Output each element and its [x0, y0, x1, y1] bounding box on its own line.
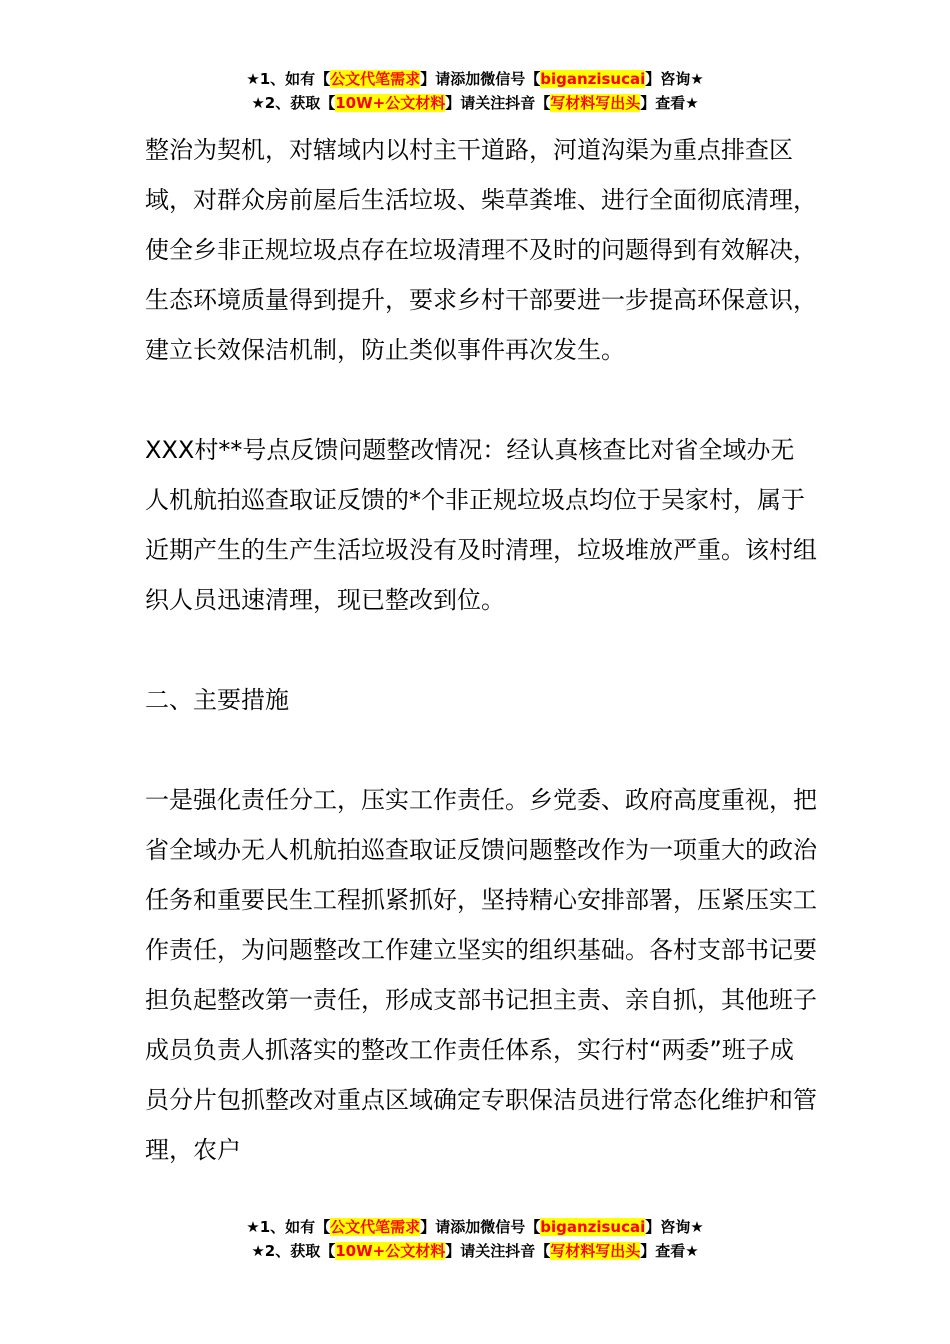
banner-highlight-douyin: 写材料写出头 — [550, 94, 641, 112]
banner-highlight-service: 公文代笔需求 — [330, 70, 421, 88]
paragraph-village-feedback: XXX村**号点反馈问题整改情况：经认真核查比对省全域办无人机航拍巡查取证反馈的*个非正规垃圾点均位于吴家村，属于近期产生的生产生活垃圾没有及时清理，垃圾堆放严重。该村组织人员迅速清理，现已整改到位。 — [145, 436, 817, 614]
banner-line-2-prefix: ★2、获取【 — [251, 94, 336, 112]
header-banner — [0, 67, 950, 115]
banner-line-2 — [0, 91, 950, 115]
footer-highlight-materials: 10W+公文材料 — [335, 1242, 446, 1260]
footer-highlight-douyin: 写材料写出头 — [550, 1242, 641, 1260]
banner-line-1-prefix: ★1、如有【 — [246, 70, 331, 88]
footer-line-1-prefix: ★1、如有【 — [246, 1218, 331, 1236]
banner-line-2-middle: 】请关注抖音【 — [445, 94, 551, 112]
banner-line-2-suffix: 】查看★ — [640, 94, 699, 112]
footer-line-1-suffix: 】咨询★ — [645, 1218, 704, 1236]
banner-highlight-wechat: biganzisucai — [540, 70, 646, 88]
footer-line-2 — [0, 1239, 950, 1263]
footer-highlight-service: 公文代笔需求 — [330, 1218, 421, 1236]
footer-line-1-middle: 】请添加微信号【 — [420, 1218, 541, 1236]
banner-line-1 — [0, 67, 950, 91]
banner-line-1-middle: 】请添加微信号【 — [420, 70, 541, 88]
footer-line-1 — [0, 1215, 950, 1239]
footer-highlight-wechat: biganzisucai — [540, 1218, 646, 1236]
paragraph-cleanup: 整治为契机，对辖域内以村主干道路，河道沟渠为重点排查区域，对群众房前屋后生活垃圾、柴草粪堆、进行全面彻底清理，使全乡非正规垃圾点存在垃圾清理不及时的问题得到有效解决，生态环境质量得到提升，要求乡村干部要进一步提高环保意识，建立长效保洁机制，防止类似事件再次发生。 — [145, 136, 817, 364]
footer-line-2-prefix: ★2、获取【 — [251, 1242, 336, 1260]
section-heading: 二、主要措施 — [145, 686, 289, 714]
footer-banner — [0, 1215, 950, 1263]
document-body — [145, 125, 817, 1175]
paragraph-measures: 一是强化责任分工，压实工作责任。乡党委、政府高度重视，把省全域办无人机航拍巡查取证反馈问题整改作为一项重大的政治任务和重要民生工程抓紧抓好，坚持精心安排部署，压紧压实工作责任，为问题整改工作建立坚实的组织基础。各村支部书记要担负起整改第一责任，形成支部书记担主责、亲自抓，其他班子成员负责人抓落实的整改工作责任体系，实行村“两委”班子成员分片包抓整改对重点区域确定专职保洁员进行常态化维护和管理，农户 — [145, 786, 817, 1164]
banner-highlight-materials: 10W+公文材料 — [335, 94, 446, 112]
banner-line-1-suffix: 】咨询★ — [645, 70, 704, 88]
footer-line-2-middle: 】请关注抖音【 — [445, 1242, 551, 1260]
footer-line-2-suffix: 】查看★ — [640, 1242, 699, 1260]
